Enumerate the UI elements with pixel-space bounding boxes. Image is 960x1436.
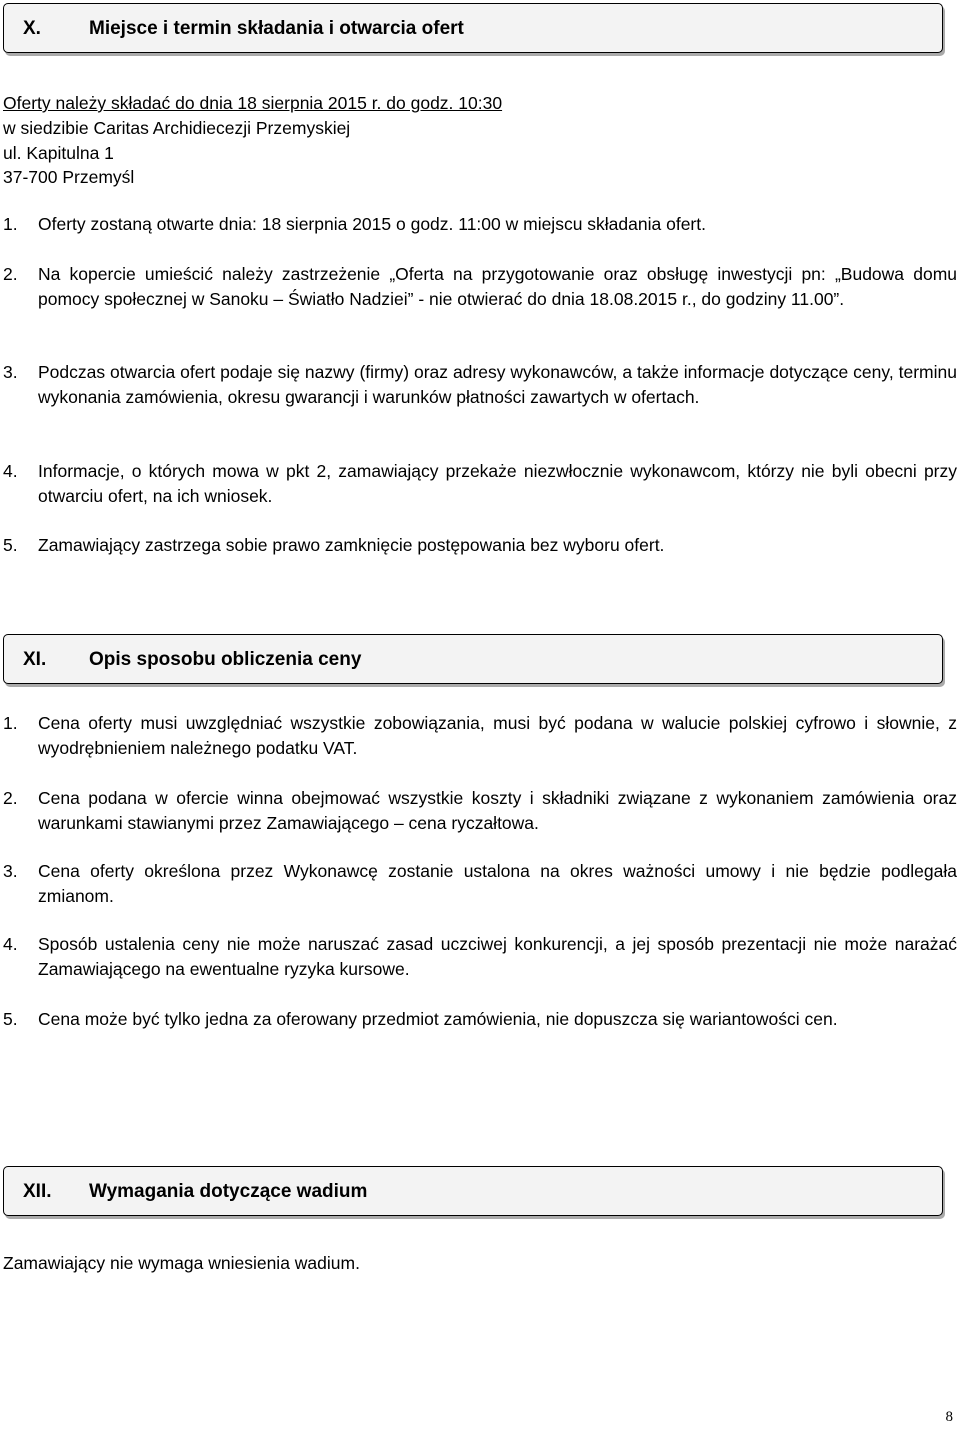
section-title: Opis sposobu obliczenia ceny <box>89 649 362 670</box>
list-item <box>3 262 957 312</box>
item-number: 4. <box>3 934 18 954</box>
list-item <box>3 932 957 982</box>
item-text: Cena oferty musi uwzględniać wszystkie zobowiązania, musi być podana w walucie polskiej cyfrowo i słownie, z wyodrębnieniem należnego podatku VAT. <box>38 713 957 758</box>
item-number: 3. <box>3 861 18 881</box>
list-item <box>3 859 957 909</box>
address-line-2: ul. Kapitulna 1 <box>3 143 114 163</box>
list-item <box>3 360 957 410</box>
item-text: Na kopercie umieścić należy zastrzeżenie „Oferta na przygotowanie oraz obsługę inwestycji pn: „Budowa domu pomocy społecznej w Sanoku – Światło Nadziei” - nie otwierać do dnia 18.08.2015 r., do godziny 11.00”. <box>38 264 957 309</box>
list-item <box>3 786 957 836</box>
item-text: Cena oferty określona przez Wykonawcę zostanie ustalona na okres ważności umowy i nie będzie podlegała zmianom. <box>38 861 957 906</box>
item-text: Cena może być tylko jedna za oferowany przedmiot zamówienia, nie dopuszcza się wariantowości cen. <box>38 1009 838 1029</box>
section-header-x <box>3 3 943 53</box>
section-title: Miejsce i termin składania i otwarcia ofert <box>89 18 464 39</box>
list-item <box>3 459 957 509</box>
item-number: 1. <box>3 713 18 733</box>
address-line-1: w siedzibie Caritas Archidiecezji Przemyskiej <box>3 118 351 138</box>
section-title: Wymagania dotyczące wadium <box>89 1181 368 1202</box>
deadline-text: Oferty należy składać do dnia 18 sierpnia 2015 r. do godz. 10:30 <box>3 93 503 113</box>
wadium-text: Zamawiający nie wymaga wniesienia wadium. <box>3 1253 360 1273</box>
item-number: 4. <box>3 461 18 481</box>
section-number: X. <box>23 18 41 39</box>
list-item <box>3 212 957 237</box>
item-number: 5. <box>3 1009 18 1029</box>
item-text: Cena podana w ofercie winna obejmować wszystkie koszty i składniki związane z wykonaniem zamówienia oraz warunkami stawianymi przez Zamawiającego – cena ryczałtowa. <box>38 788 957 833</box>
item-text: Oferty zostaną otwarte dnia: 18 sierpnia 2015 o godz. 11:00 w miejscu składania ofert. <box>38 214 706 234</box>
list-item <box>3 533 957 558</box>
item-text: Zamawiający zastrzega sobie prawo zamknięcie postępowania bez wyboru ofert. <box>38 535 665 555</box>
item-number: 5. <box>3 535 18 555</box>
item-text: Sposób ustalenia ceny nie może naruszać zasad uczciwej konkurencji, a jej sposób prezentacji nie może narażać Zamawiającego na ewentualne ryzyka kursowe. <box>38 934 957 979</box>
section-header-xii <box>3 1166 943 1216</box>
item-number: 3. <box>3 362 18 382</box>
list-item <box>3 711 957 761</box>
list-item <box>3 1007 957 1032</box>
section-number: XII. <box>23 1181 52 1202</box>
item-text: Podczas otwarcia ofert podaje się nazwy (firmy) oraz adresy wykonawców, a także informacje dotyczące ceny, terminu wykonania zamówienia, okresu gwarancji i warunków płatności zawartych w ofertach. <box>38 362 957 407</box>
item-number: 1. <box>3 214 18 234</box>
page-number: 8 <box>945 1409 953 1425</box>
section-number: XI. <box>23 649 47 670</box>
item-text: Informacje, o których mowa w pkt 2, zamawiający przekaże niezwłocznie wykonawcom, którzy nie byli obecni przy otwarciu ofert, na ich wniosek. <box>38 461 957 506</box>
address-line-3: 37-700 Przemyśl <box>3 167 135 187</box>
section-header-xi <box>3 634 943 684</box>
item-number: 2. <box>3 264 18 284</box>
item-number: 2. <box>3 788 18 808</box>
